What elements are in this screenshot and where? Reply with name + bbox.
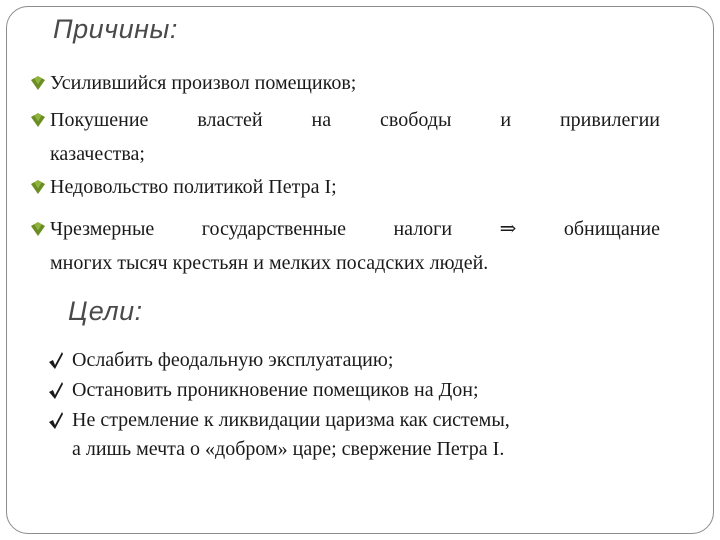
goal-text: Не стремление к ликвидации царизма как системы, <box>72 409 510 431</box>
goals-heading: Цели: <box>68 296 143 326</box>
goal-text: Ослабить феодальную эксплуатацию; <box>72 349 394 371</box>
cause-text: Недовольство политикой Петра I; <box>50 176 337 198</box>
diamond-v-icon <box>30 66 46 100</box>
goal-item <box>48 376 668 405</box>
cause-item <box>30 66 670 100</box>
cause-text: Чрезмерные государственные налоги ⇒ обнищание <box>50 218 660 240</box>
cause-text-cont: многих тысяч крестьян и мелких посадских людей. <box>50 252 489 274</box>
cause-item <box>30 170 670 204</box>
causes-heading: Причины: <box>53 14 178 44</box>
cause-text-cont: казачества; <box>50 143 145 165</box>
cause-item <box>30 212 660 280</box>
checkmark-icon <box>48 376 64 405</box>
diamond-v-icon <box>30 212 46 246</box>
checkmark-icon <box>48 406 64 435</box>
cause-text: Усилившийся произвол помещиков; <box>50 72 357 94</box>
goal-item <box>48 346 668 375</box>
cause-item <box>30 103 660 171</box>
diamond-v-icon <box>30 170 46 204</box>
cause-text: Покушение властей на свободы и привилегии <box>50 109 660 131</box>
checkmark-icon <box>48 346 64 375</box>
goal-text-cont: а лишь мечта о «добром» царе; свержение Петра I. <box>72 438 505 460</box>
goal-text: Остановить проникновение помещиков на Дон; <box>72 379 479 401</box>
diamond-v-icon <box>30 103 46 137</box>
goal-item <box>48 406 668 464</box>
